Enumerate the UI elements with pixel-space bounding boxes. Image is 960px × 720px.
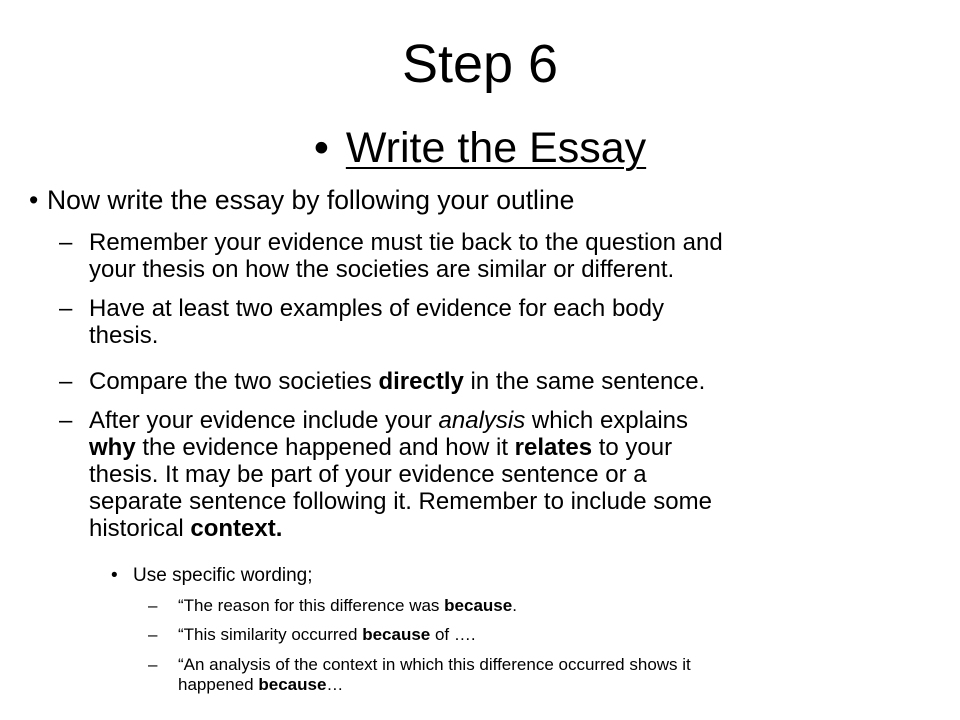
sub-item-line: Have at least two examples of evidence for each body — [89, 295, 664, 322]
sub-item-line — [89, 368, 959, 395]
example-text: of …. — [430, 625, 476, 644]
sub-item-line — [89, 515, 959, 542]
dash-icon: – — [148, 655, 158, 674]
emphasis-text: because — [362, 625, 431, 644]
example-line — [178, 596, 948, 616]
example-item — [148, 625, 948, 645]
sub-item-line — [89, 407, 959, 434]
example-item — [148, 655, 948, 695]
sub-item-line: thesis. — [89, 322, 159, 349]
sub-item-line: separate sentence following it. Remember to include some — [89, 488, 712, 515]
level3-bullet — [111, 564, 313, 588]
example-text: “The reason for this difference was — [178, 596, 445, 615]
dash-icon: – — [148, 596, 158, 615]
sub-item-line — [89, 434, 959, 461]
emphasis-text: context. — [190, 515, 283, 542]
emphasis-text: because — [258, 675, 327, 694]
emphasis-text: relates — [514, 434, 593, 461]
sub-item-text: to your — [592, 434, 673, 461]
main-bullet-text: Now write the essay by following your outline — [47, 185, 575, 215]
sub-item-compare — [59, 368, 959, 395]
emphasis-text: why — [89, 434, 136, 461]
example-line: “An analysis of the context in which this difference occurred shows it — [178, 655, 691, 674]
sub-item-text: the evidence happened and how it — [135, 434, 515, 461]
subtitle-row — [0, 121, 960, 175]
dash-icon: – — [148, 625, 158, 644]
example-text: “This similarity occurred — [178, 625, 363, 644]
sub-item-examples — [59, 295, 959, 349]
bullet-icon: • — [111, 565, 118, 586]
emphasis-text: directly — [378, 368, 464, 395]
example-text: . — [512, 596, 517, 615]
example-text: happened — [178, 675, 259, 694]
slide-title: Step 6 — [401, 34, 559, 94]
slide-subtitle: Write the Essay — [345, 124, 647, 172]
sub-item-evidence — [59, 229, 959, 283]
example-line — [178, 625, 948, 645]
sub-item-line: thesis. It may be part of your evidence sentence or a — [89, 461, 647, 488]
bullet-icon: • — [313, 124, 329, 172]
example-line — [178, 675, 948, 695]
sub-item-text: in the same sentence. — [463, 368, 706, 395]
italic-text: analysis — [438, 407, 526, 434]
example-item — [148, 596, 948, 616]
dash-icon: – — [59, 229, 73, 256]
sub-item-text: After your evidence include your — [89, 407, 439, 434]
example-text: … — [326, 675, 344, 694]
sub-item-line: your thesis on how the societies are similar or different. — [89, 256, 675, 283]
bullet-icon: • — [29, 185, 39, 215]
sub-item-analysis — [59, 407, 959, 542]
level3-text: Use specific wording; — [133, 565, 313, 586]
dash-icon: – — [59, 368, 73, 395]
sub-item-text: which explains — [525, 407, 688, 434]
sub-item-text: Compare the two societies — [89, 368, 379, 395]
sub-item-text: historical — [89, 515, 191, 542]
emphasis-text: because — [444, 596, 513, 615]
sub-item-line: Remember your evidence must tie back to the question and — [89, 229, 723, 256]
dash-icon: – — [59, 407, 73, 434]
dash-icon: – — [59, 295, 73, 322]
